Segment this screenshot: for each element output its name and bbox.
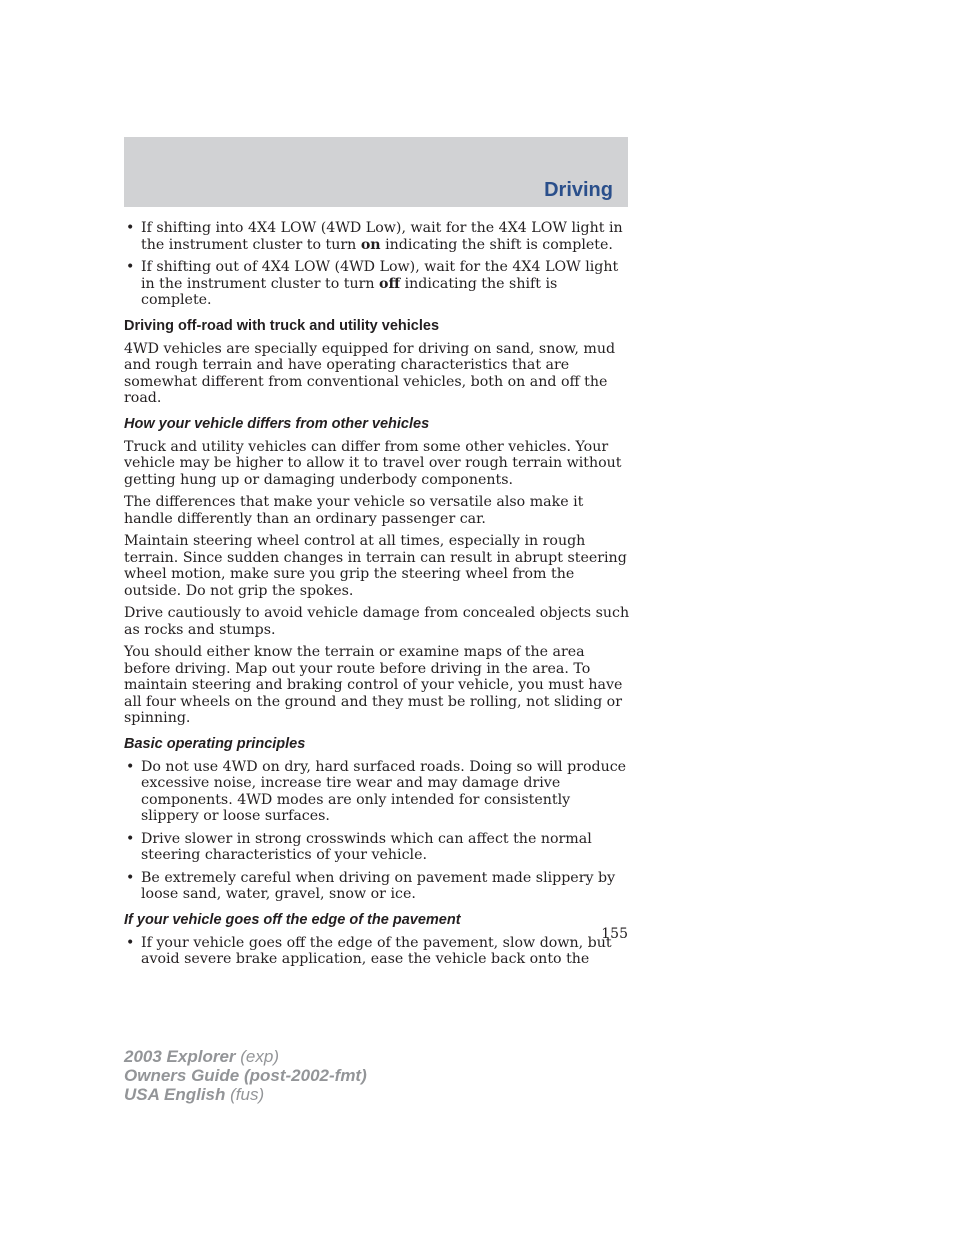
footer-line-language: USA English (fus) <box>124 1085 265 1104</box>
bullet-icon: • <box>126 758 135 775</box>
list-item: • If shifting out of 4X4 LOW (4WD Low), wait for the 4X4 LOW light in the instrument cluster to turn off indicating the shift is complete. <box>126 259 619 308</box>
paragraph: Truck and utility vehicles can differ from some other vehicles. Your vehicle may be higher to allow it to travel over rough terrain without getting hung up or damaging underbody components. <box>124 438 622 488</box>
paragraph: The differences that make your vehicle so versatile also make it handle differently than an ordinary passenger car. <box>124 494 584 527</box>
offedge-heading: If your vehicle goes off the edge of the pavement <box>124 911 461 928</box>
list-item: • If shifting into 4X4 LOW (4WD Low), wait for the 4X4 LOW light in the instrument cluster to turn on indicating the shift is complete. <box>126 220 623 253</box>
list-item: • If your vehicle goes off the edge of the pavement, slow down, but avoid severe brake application, ease the vehicle back onto the <box>126 934 612 967</box>
bullet-icon: • <box>126 259 135 275</box>
bullet-icon: • <box>126 869 135 886</box>
section-header-band <box>124 137 628 207</box>
document-footer <box>124 1047 367 1104</box>
paragraph: Drive cautiously to avoid vehicle damage from concealed objects such as rocks and stumps. <box>124 605 630 638</box>
differs-heading: How your vehicle differs from other vehicles <box>124 415 430 432</box>
footer-line-guide: Owners Guide (post-2002-fmt) <box>124 1066 367 1085</box>
list-item: • Drive slower in strong crosswinds which can affect the normal steering characteristics of your vehicle. <box>126 830 592 863</box>
offroad-heading: Driving off-road with truck and utility vehicles <box>124 317 440 334</box>
bullet-icon: • <box>126 830 135 847</box>
basic-bullet-list <box>124 759 630 903</box>
bullet-icon: • <box>126 934 135 951</box>
list-item: • Do not use 4WD on dry, hard surfaced roads. Doing so will produce excessive noise, increase tire wear and may damage drive components. 4WD modes are only intended for consistently slippery or loose surfaces. <box>126 758 627 824</box>
paragraph: 4WD vehicles are specially equipped for driving on sand, snow, mud and rough terrain and have operating characteristics that are somewhat different from conventional vehicles, both on and off the road. <box>124 340 616 406</box>
footer-line-model: 2003 Explorer (exp) <box>124 1047 279 1066</box>
paragraph: You should either know the terrain or examine maps of the area before driving. Map out your route before driving in the area. To maintain steering and braking control of your vehicle, you must have all four wheels on the ground and they must be rolling, not sliding or spinning. <box>124 644 623 726</box>
basic-heading: Basic operating principles <box>124 735 306 752</box>
shift-bullet-list <box>124 220 630 309</box>
bullet-icon: • <box>126 220 135 236</box>
paragraph: Maintain steering wheel control at all times, especially in rough terrain. Since sudden changes in terrain can result in abrupt steering wheel motion, make sure you grip the steering wheel from the outside. Do not grip the spokes. <box>124 533 627 599</box>
page-content <box>124 220 630 974</box>
list-item: • Be extremely careful when driving on pavement made slippery by loose sand, water, gravel, snow or ice. <box>126 869 616 902</box>
section-title: Driving <box>544 179 613 201</box>
offedge-bullet-list <box>124 935 630 968</box>
page-number: 155 <box>601 926 628 942</box>
